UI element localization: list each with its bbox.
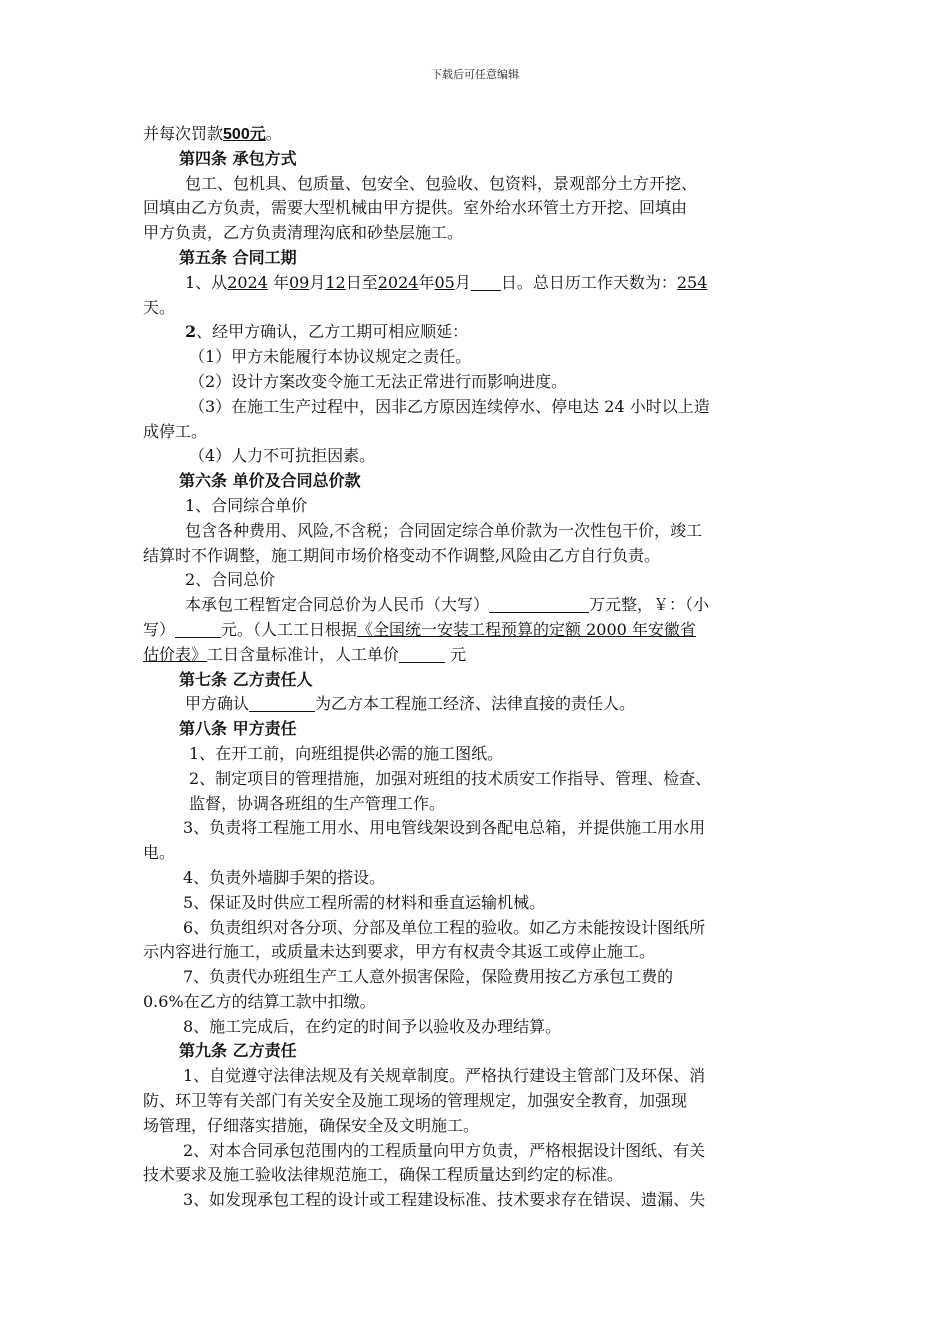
paragraph-line: （4）人力不可抗拒因素。 — [189, 446, 376, 466]
paragraph-line: 回填由乙方负责，需要大型机械由甲方提供。室外给水环管土方开挖、回填由 — [143, 198, 688, 218]
paragraph-line — [143, 320, 823, 345]
unit-price-blank — [399, 644, 445, 663]
paragraph-line: 1、在开工前，向班组提供必需的施工图纸。 — [189, 743, 504, 763]
paragraph-line: 3、如发现承包工程的设计或工程建设标准、技术要求存在错误、遗漏、失 — [183, 1190, 706, 1210]
text: 为乙方本工程施工经济、法律直接的责任人。 — [315, 694, 636, 714]
section-heading: 第五条 合同工期 — [179, 247, 297, 267]
text: 工日含量标准计，人工单价 — [207, 644, 400, 664]
paragraph-line: 2、对本合同承包范围内的工程质量向甲方负责，严格根据设计图纸、有关 — [183, 1140, 706, 1160]
text: 年 — [267, 272, 289, 292]
total-days: 254 — [676, 272, 708, 292]
end-month: 05 — [434, 272, 455, 292]
paragraph-line: 电。 — [143, 843, 176, 863]
end-year: 2024 — [377, 272, 419, 292]
paragraph-line: （2）设计方案改变令施工无法正常进行而影响进度。 — [189, 371, 568, 391]
section-heading: 第六条 单价及合同总价款 — [179, 471, 361, 491]
section-heading: 第九条 乙方责任 — [179, 1041, 297, 1061]
paragraph-line: 监督，协调各班组的生产管理工作。 — [189, 793, 446, 813]
paragraph-line — [143, 618, 823, 643]
section-heading: 第八条 甲方责任 — [179, 719, 297, 739]
paragraph-line: 6、负责组织对各分项、分部及单位工程的验收。如乙方未能按设计图纸所 — [183, 917, 706, 937]
paragraph-line: 结算时不作调整，施工期间市场价格变动不作调整,风险由乙方自行负责。 — [143, 545, 661, 565]
text: 2 — [185, 322, 197, 342]
amount-in-figures-blank — [175, 619, 221, 638]
paragraph-line: 0.6%在乙方的结算工款中扣缴。 — [143, 991, 376, 1011]
text: 万元整，￥：（小 — [589, 595, 710, 615]
paragraph-line: 2、制定项目的管理措施，加强对班组的技术质安工作指导、管理、检查、 — [189, 768, 712, 788]
reference-standard: 《全国统一安装工程预算的定额 2000 年安徽省 — [357, 619, 696, 639]
paragraph-line: 1、合同综合单价 — [185, 495, 308, 515]
text: 月 — [454, 272, 471, 292]
start-month: 09 — [289, 272, 310, 292]
text: 日至 — [345, 272, 378, 292]
paragraph-line: （3）在施工生产过程中，因非乙方原因连续停水、停电达 24 小时以上造 — [189, 396, 710, 416]
end-day-blank — [471, 272, 501, 291]
text: 日。总日历工作天数为： — [500, 272, 677, 292]
document-body — [143, 122, 823, 1213]
section-heading: 第七条 乙方责任人 — [179, 669, 313, 689]
paragraph-line: 1、自觉遵守法律法规及有关规章制度。严格执行建设主管部门及环保、消 — [183, 1066, 706, 1086]
paragraph-line: 成停工。 — [143, 421, 208, 441]
paragraph-line: 2、合同总价 — [185, 570, 276, 590]
paragraph-line — [143, 593, 823, 618]
text: 元。（人工工日根据 — [221, 619, 358, 639]
start-year: 2024 — [227, 272, 268, 292]
text: 年 — [418, 272, 435, 292]
paragraph-line: 示内容进行施工，或质量未达到要求，甲方有权责令其返工或停止施工。 — [143, 942, 656, 962]
text: 并每次罚款 — [143, 124, 224, 143]
responsible-person-blank — [249, 693, 315, 712]
text: 、经甲方确认，乙方工期可相应顺延： — [196, 322, 469, 342]
text: 本承包工程暂定合同总价为人民币（大写） — [185, 595, 490, 615]
text: 元 — [445, 644, 467, 664]
paragraph-line: 包含各种费用、风险,不含税；合同固定综合单价款为一次性包干价，竣工 — [185, 520, 703, 540]
paragraph-line: 技术要求及施工验收法律规范施工，确保工程质量达到约定的标准。 — [143, 1165, 624, 1185]
start-day: 12 — [325, 272, 346, 292]
page-header: 下载后可任意编辑 — [431, 68, 519, 81]
text: 。 — [265, 124, 282, 143]
paragraph-line: 3、负责将工程施工用水、用电管线架设到各配电总箱，并提供施工用水用 — [183, 818, 706, 838]
text: 甲方确认 — [185, 694, 250, 714]
paragraph-line: 场管理，仔细落实措施，确保安全及文明施工。 — [143, 1115, 480, 1135]
section-heading: 第四条 承包方式 — [179, 148, 297, 168]
penalty-amount: 500元 — [223, 126, 266, 143]
paragraph-line — [143, 122, 823, 147]
paragraph-line — [143, 643, 823, 668]
text: 月 — [309, 272, 326, 292]
paragraph-line — [143, 271, 823, 296]
paragraph-line: 天。 — [143, 297, 176, 317]
paragraph-line: 防、环卫等有关部门有关安全及施工现场的管理规定，加强安全教育，加强现 — [143, 1091, 688, 1111]
paragraph-line: 4、负责外墙脚手架的搭设。 — [183, 867, 386, 887]
reference-standard: 估价表》 — [143, 644, 208, 664]
paragraph-line: 8、施工完成后，在约定的时间予以验收及办理结算。 — [183, 1016, 562, 1036]
paragraph-line: 7、负责代办班组生产工人意外损害保险，保险费用按乙方承包工费的 — [183, 967, 674, 987]
amount-in-words-blank — [489, 594, 589, 613]
paragraph-line: 5、保证及时供应工程所需的材料和垂直运输机械。 — [183, 892, 546, 912]
paragraph-line: 包工、包机具、包质量、包安全、包验收、包资料，景观部分土方开挖、 — [185, 173, 698, 193]
text: 1、从 — [185, 272, 228, 292]
text: 写） — [143, 619, 176, 639]
paragraph-line: （1）甲方未能履行本协议规定之责任。 — [189, 347, 472, 367]
paragraph-line — [143, 692, 823, 717]
paragraph-line: 甲方负责，乙方负责清理沟底和砂垫层施工。 — [143, 223, 464, 243]
